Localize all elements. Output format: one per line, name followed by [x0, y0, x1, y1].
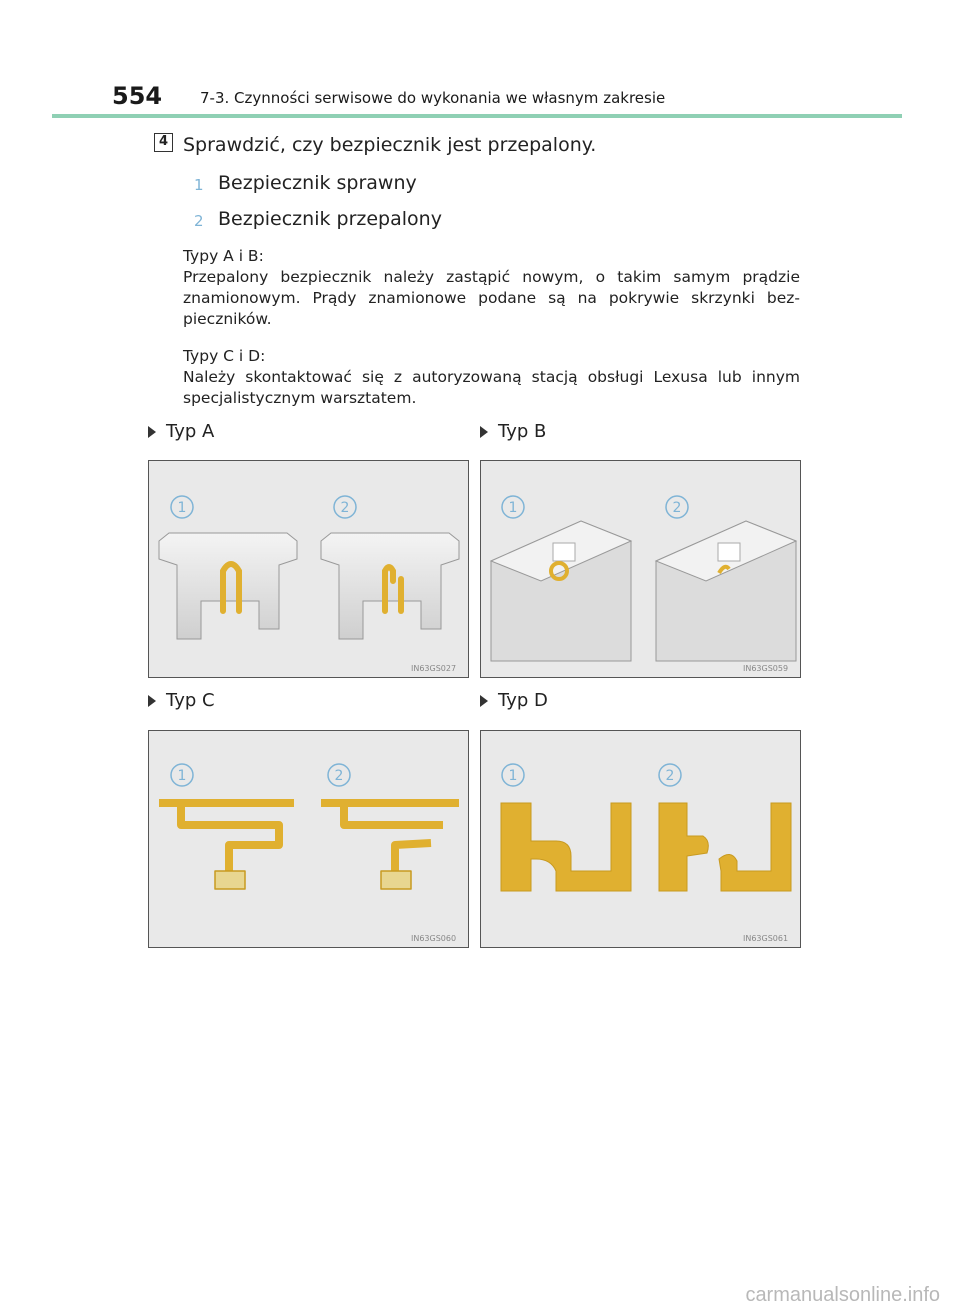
fuse-good-illustration: [501, 803, 631, 891]
fuse-blown-illustration: [659, 803, 791, 891]
note-body: Przepalony bezpiecznik należy zastąpić nowym, o takim samym prądzie znamionowym. Prądy znamionowe podane są na pokrywie skrzynki bez-pieczników.: [183, 268, 800, 328]
figure-number-1: 1: [177, 768, 187, 784]
figure-type-b: [480, 460, 801, 678]
type-b-label: Typ B: [480, 421, 546, 442]
item-label-fuse-ok: Bezpiecznik sprawny: [218, 172, 417, 194]
type-c-label: Typ C: [148, 690, 215, 711]
figure-number-1: 1: [508, 768, 518, 784]
note-heading: Typy A i B:: [183, 247, 264, 265]
figure-number-2: 2: [665, 768, 675, 784]
arrow-right-icon: [148, 695, 156, 707]
figure-number-1: 1: [508, 500, 518, 516]
note-types-c-d: [183, 346, 800, 409]
item-label-fuse-blown: Bezpiecznik przepalony: [218, 208, 442, 230]
type-a-label: Typ A: [148, 421, 214, 442]
item-number-1: 1: [194, 176, 204, 194]
figure-number-2: 2: [672, 500, 682, 516]
fuse-good-illustration: [491, 521, 631, 661]
figure-type-d: [480, 730, 801, 948]
figure-code: IN63GS060: [411, 934, 457, 943]
figure-code: IN63GS059: [743, 664, 789, 673]
type-d-label: Typ D: [480, 690, 548, 711]
figure-number-2: 2: [340, 500, 350, 516]
figure-code: IN63GS061: [743, 934, 789, 943]
fuse-good-illustration: [159, 533, 297, 639]
note-heading: Typy C i D:: [183, 347, 266, 365]
figure-number-1: 1: [177, 500, 187, 516]
header-divider: [52, 114, 902, 118]
fuse-blown-illustration: [321, 533, 459, 639]
fuse-blown-illustration: [656, 521, 796, 661]
page-number: 554: [112, 82, 163, 110]
fuse-blown-illustration: [321, 803, 459, 889]
arrow-right-icon: [148, 426, 156, 438]
figure-code: IN63GS027: [411, 664, 457, 673]
fuse-good-illustration: [159, 803, 294, 889]
step-number-badge: 4: [154, 133, 173, 152]
item-number-2: 2: [194, 212, 204, 230]
figure-type-a: [148, 460, 469, 678]
figure-type-c: [148, 730, 469, 948]
figure-number-2: 2: [334, 768, 344, 784]
arrow-right-icon: [480, 426, 488, 438]
watermark: carmanualsonline.info: [745, 1284, 940, 1306]
section-title: 7-3. Czynności serwisowe do wykonania we własnym zakresie: [200, 89, 666, 107]
step-title: Sprawdzić, czy bezpiecznik jest przepalony.: [183, 134, 597, 156]
note-types-a-b: [183, 246, 800, 330]
note-body: Należy skontaktować się z autoryzowaną stacją obsługi Lexusa lub innym specjalistycznym warsztatem.: [183, 368, 800, 407]
arrow-right-icon: [480, 695, 488, 707]
